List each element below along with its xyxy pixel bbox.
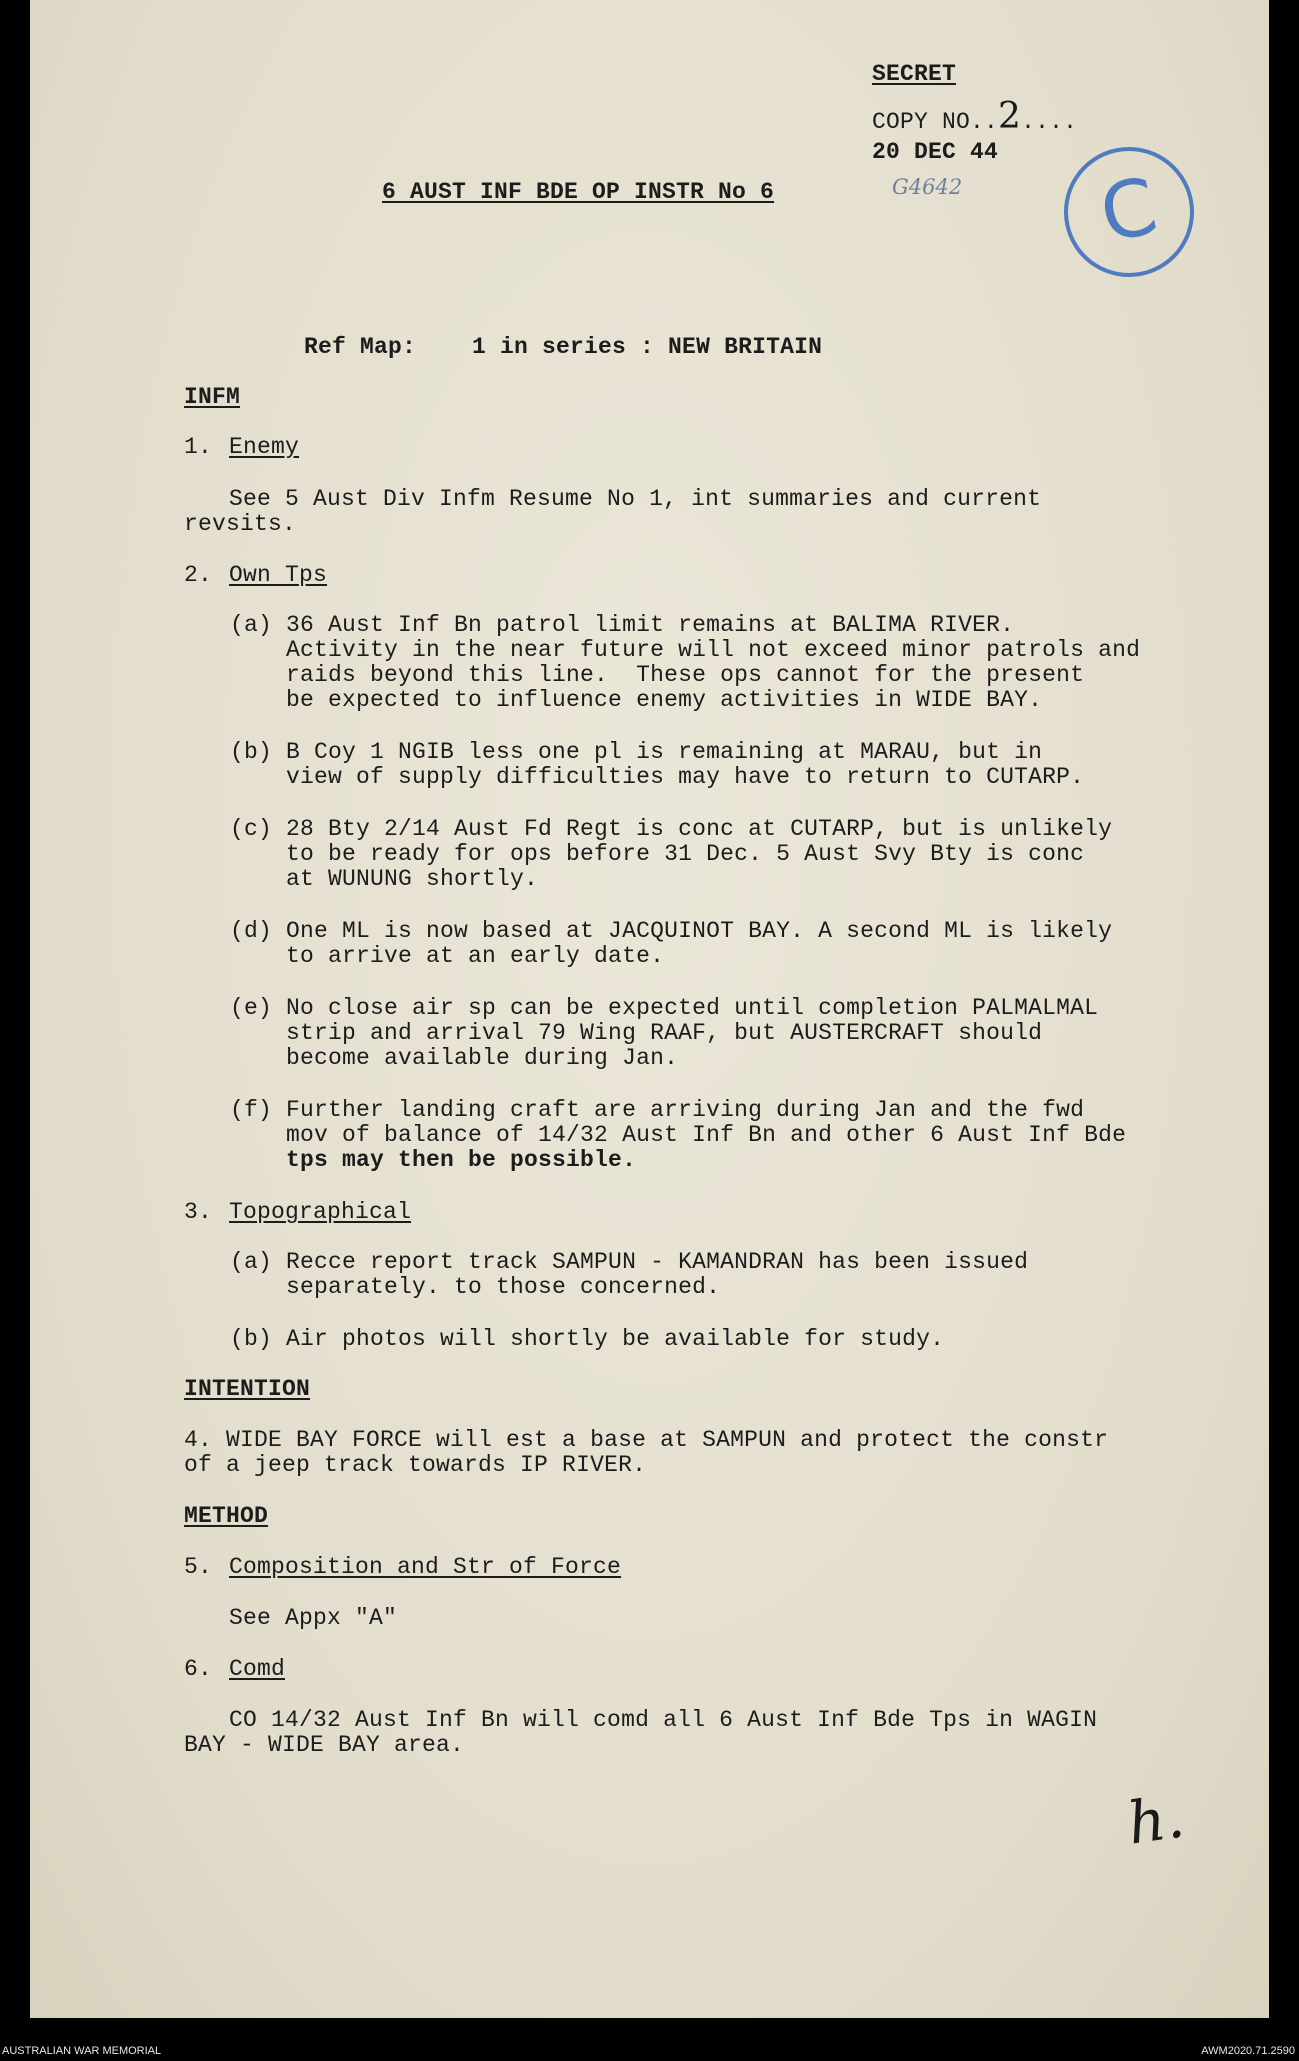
para-5-title: Composition and Str of Force [229,1554,622,1580]
para-3-number: 3. [184,1199,213,1225]
reference-number: G4642 [892,175,963,199]
para-2e-line-1: (e) No close air sp can be expected until completion PALMALMAL [230,995,1099,1021]
para-5-text: See Appx "A" [229,1605,398,1631]
para-2-number: 2. [184,562,213,588]
copy-dots: .... [1021,109,1078,135]
para-2f-line-3: tps may then be possible. [230,1147,637,1173]
para-3b-line: (b) Air photos will shortly be available for study. [230,1326,945,1352]
para-4-line-2: of a jeep track towards IP RIVER. [184,1452,647,1478]
para-2a-line-1: (a) 36 Aust Inf Bn patrol limit remains at BALIMA RIVER. [230,612,1015,638]
para-1-line-2: revsits. [184,511,297,537]
para-2d-line-2: to arrive at an early date. [230,943,665,969]
para-6-line-1: CO 14/32 Aust Inf Bn will comd all 6 Aust Inf Bde Tps in WAGIN [229,1707,1098,1733]
classification-label: SECRET [872,61,957,87]
para-2b-line-1: (b) B Coy 1 NGIB less one pl is remaining at MARAU, but in [230,739,1043,765]
copy-label: COPY NO.. [872,109,999,135]
para-2d-line-1: (d) One ML is now based at JACQUINOT BAY. A second ML is likely [230,918,1113,944]
para-2c-line-2: to be ready for ops before 31 Dec. 5 Aust Svy Bty is conc [230,841,1085,867]
para-4-line-1: 4. WIDE BAY FORCE will est a base at SAMPUN and protect the constr [184,1427,1109,1453]
para-3-title: Topographical [229,1199,412,1225]
footer-archive-name: AUSTRALIAN WAR MEMORIAL [2,2045,162,2057]
para-2-title: Own Tps [229,562,328,588]
para-2f-line-2: mov of balance of 14/32 Aust Inf Bn and other 6 Aust Inf Bde [230,1122,1127,1148]
para-2e-line-3: become available during Jan. [230,1045,679,1071]
para-2c-line-1: (c) 28 Bty 2/14 Aust Fd Regt is conc at CUTARP, but is unlikely [230,816,1113,842]
footer-accession-number: AWM2020.71.2590 [1201,2045,1295,2057]
para-6-line-2: BAY - WIDE BAY area. [184,1732,465,1758]
para-5-number: 5. [184,1554,213,1580]
para-6-title: Comd [229,1656,286,1682]
document-page [30,0,1269,2018]
copy-number: 2 [998,96,1022,137]
para-2e-line-2: strip and arrival 79 Wing RAAF, but AUSTERCRAFT should [230,1020,1043,1046]
para-2a-line-4: be expected to influence enemy activities in WIDE BAY. [230,687,1043,713]
method-heading: METHOD [184,1503,269,1529]
reference-map: Ref Map: 1 in series : NEW BRITAIN [304,334,823,360]
para-2a-line-2: Activity in the near future will not exceed minor patrols and [230,637,1141,663]
handwritten-initials: h. [1123,1782,1189,1858]
para-1-number: 1. [184,434,213,460]
para-2c-line-3: at WUNUNG shortly. [230,866,539,892]
para-2b-line-2: view of supply difficulties may have to return to CUTARP. [230,764,1085,790]
intention-heading: INTENTION [184,1376,311,1402]
para-3a-line-1: (a) Recce report track SAMPUN - KAMANDRAN has been issued [230,1249,1029,1275]
circled-letter-stamp [1052,135,1206,289]
stamp-letter: C [1092,161,1165,261]
para-3a-line-2: separately. to those concerned. [230,1274,721,1300]
document-title: 6 AUST INF BDE OP INSTR No 6 [382,179,775,205]
para-2a-line-3: raids beyond this line. These ops cannot for the present [230,662,1085,688]
document-date: 20 DEC 44 [872,139,999,165]
para-1-line-1: See 5 Aust Div Infm Resume No 1, int summaries and current [229,486,1042,512]
para-6-number: 6. [184,1656,213,1682]
infm-heading: INFM [184,384,241,410]
para-1-title: Enemy [229,434,300,460]
copy-number-line [872,96,1078,137]
para-2f-line-1: (f) Further landing craft are arriving during Jan and the fwd [230,1097,1085,1123]
